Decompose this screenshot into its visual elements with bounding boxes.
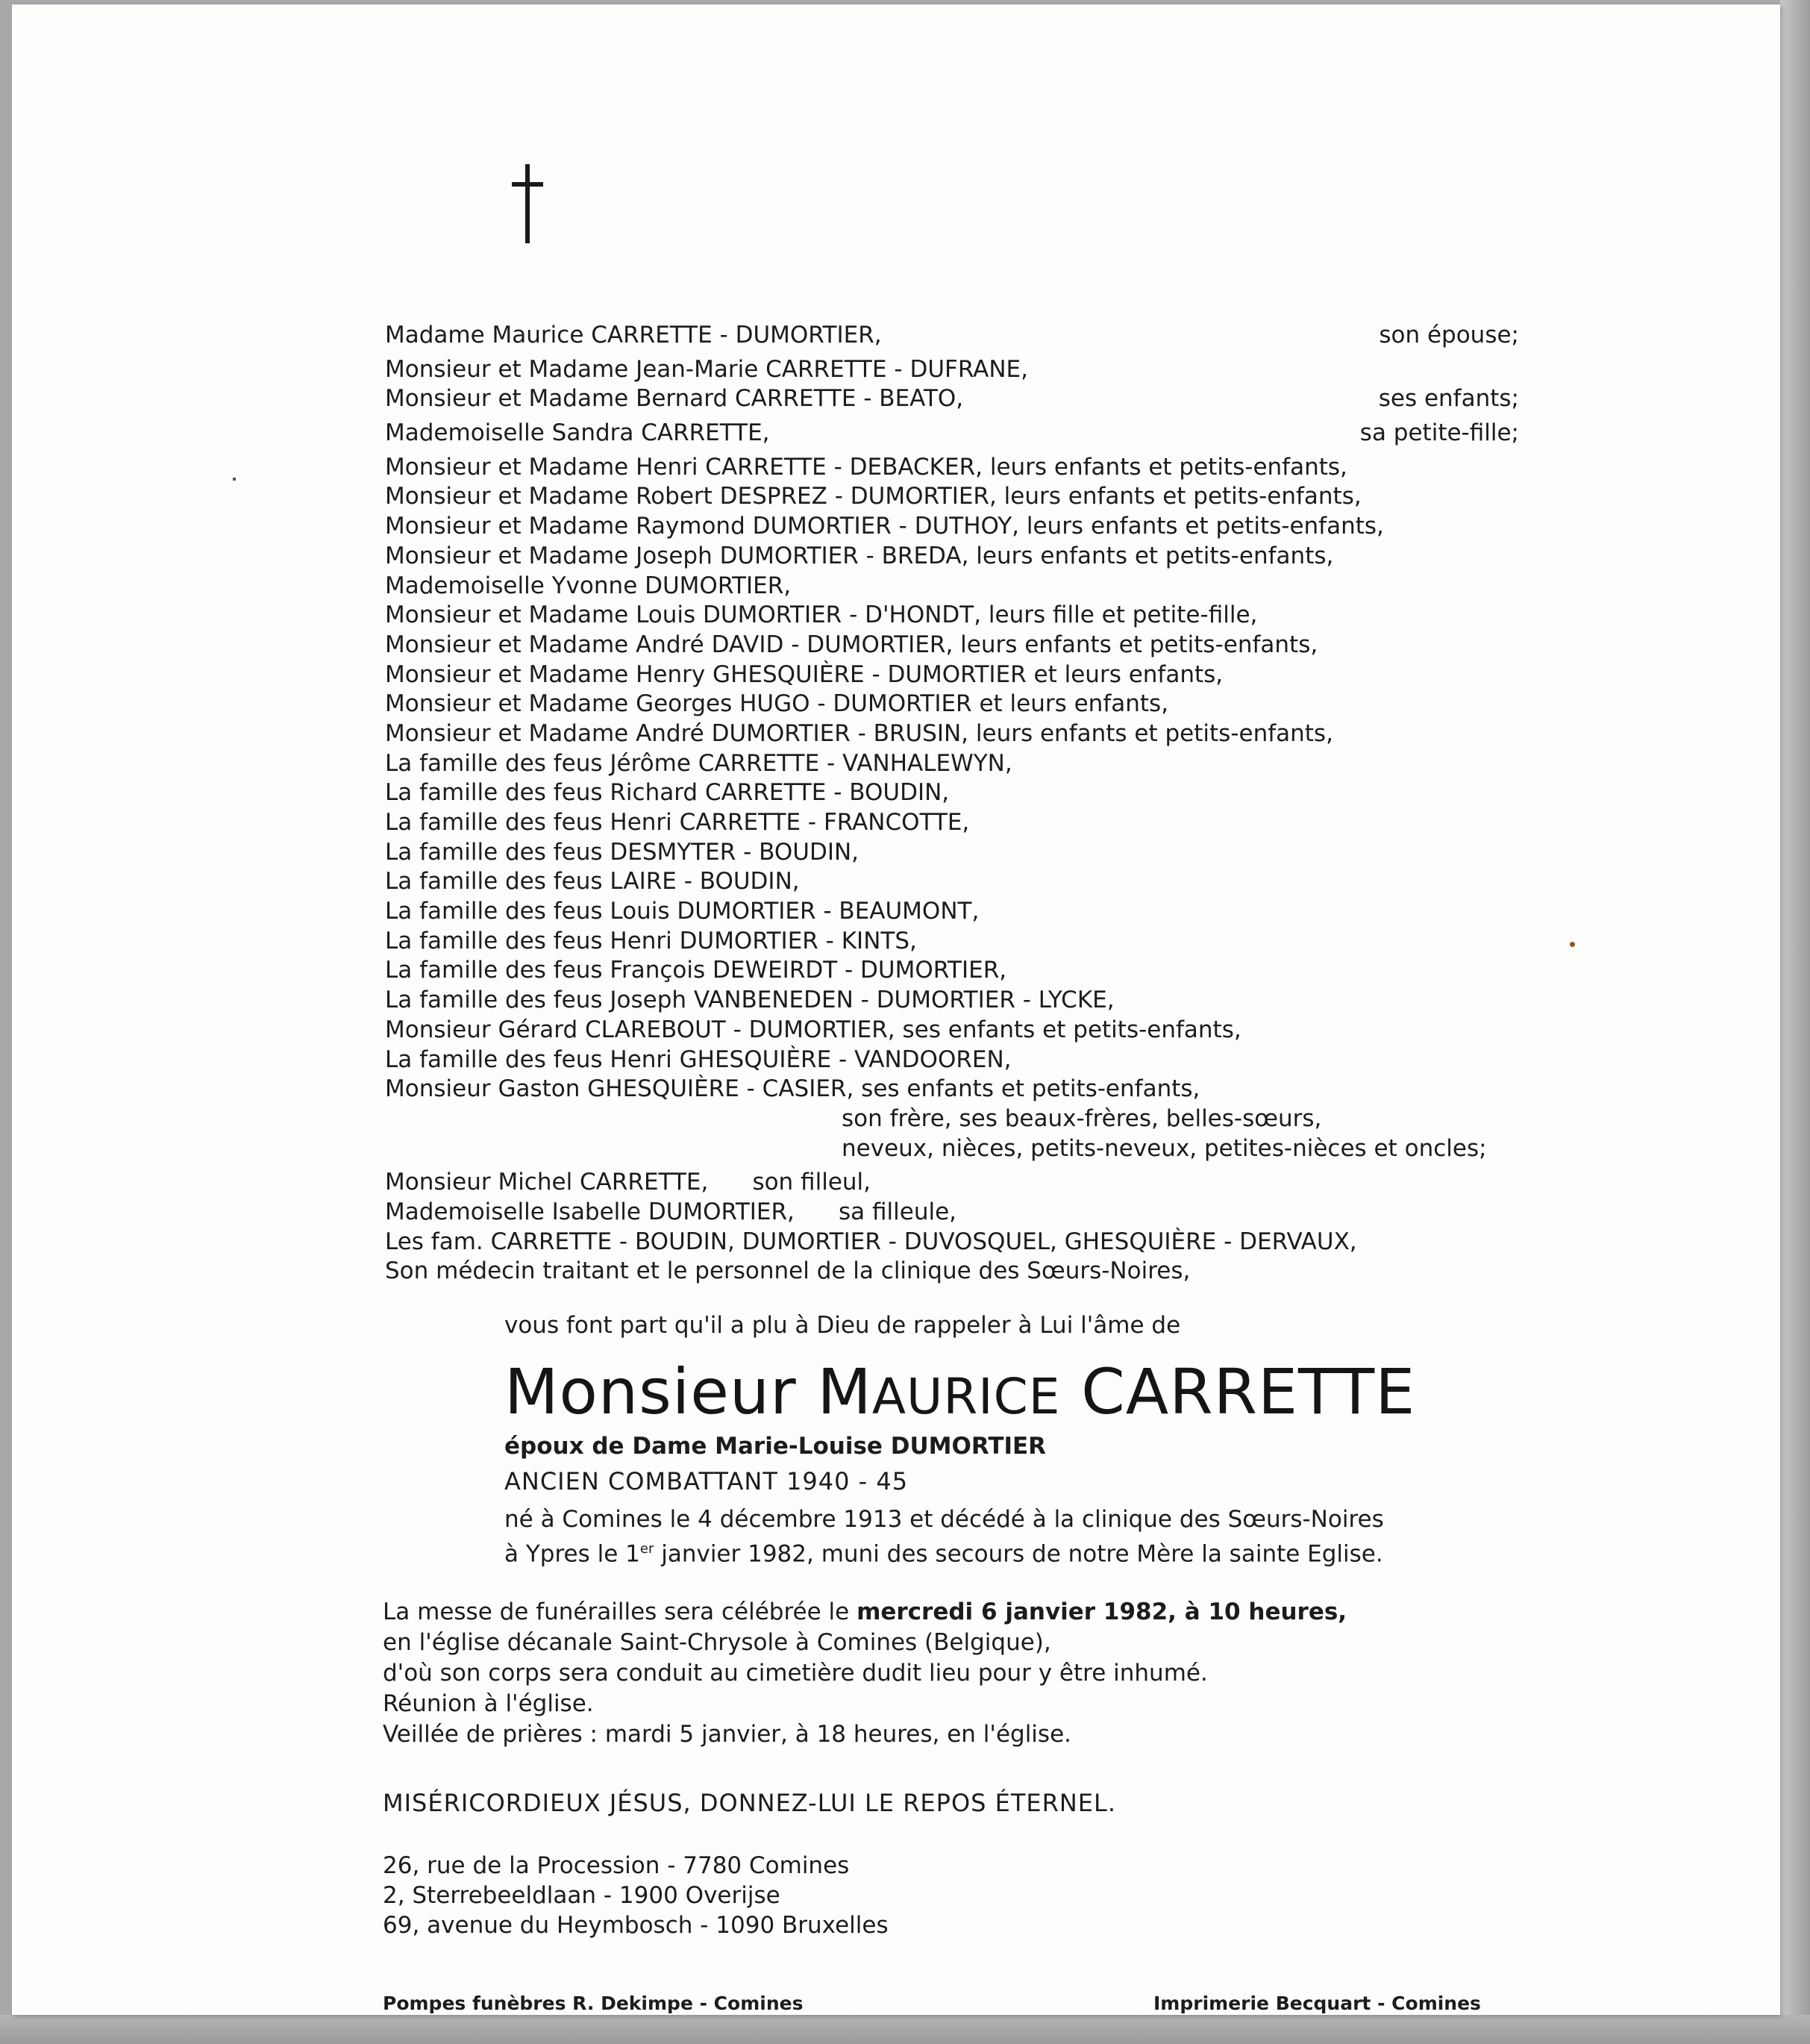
deceased-name <box>504 1355 1415 1428</box>
mourner-name: Madame Maurice CARRETTE - DUMORTIER, <box>385 322 882 349</box>
mourner-line <box>385 1228 1519 1257</box>
mourner-name: La famille des feus Louis DUMORTIER - BEAUMONT, <box>385 898 980 925</box>
mourner-name: Les fam. CARRETTE - BOUDIN, DUMORTIER - DUVOSQUEL, GHESQUIÈRE - DERVAUX, <box>385 1228 1357 1255</box>
mass-line-text: La messe de funérailles sera célébrée le <box>383 1598 857 1625</box>
mourner-line <box>385 1016 1519 1046</box>
mourner-name: La famille des feus LAIRE - BOUDIN, <box>385 868 800 896</box>
mourner-line <box>385 419 1519 449</box>
mourner-line <box>385 690 1519 719</box>
mourner-name: Monsieur et Madame Joseph DUMORTIER - BREDA, leurs enfants et petits-enfants, <box>385 542 1334 569</box>
mourner-name: La famille des feus Jérôme CARRETTE - VANHALEWYN, <box>385 749 1012 777</box>
mourner-name: Monsieur Gérard CLAREBOUT - DUMORTIER, ses enfants et petits-enfants, <box>385 1016 1241 1043</box>
scan-edge-bottom <box>0 2015 1810 2044</box>
mourner-name: Monsieur et Madame Louis DUMORTIER - D'HONDT, leurs fille et petite-fille, <box>385 601 1258 629</box>
funeral-details <box>383 1597 1347 1750</box>
mourner-line <box>385 631 1519 660</box>
mourner-line <box>385 1134 1519 1164</box>
mourner-name: La famille des feus Henri GHESQUIÈRE - VANDOOREN, <box>385 1046 1012 1073</box>
mourner-name: Son médecin traitant et le personnel de la clinique des Sœurs-Noires, <box>385 1257 1191 1285</box>
spouse-line: époux de Dame Marie-Louise DUMORTIER <box>504 1433 1047 1460</box>
announcement-intro: vous font part qu'il a plu à Dieu de rappeler à Lui l'âme de <box>504 1312 1181 1339</box>
birth-line: né à Comines le 4 décembre 1913 et décédé à la clinique des Sœurs-Noires <box>504 1506 1384 1533</box>
mourner-line <box>385 601 1519 631</box>
mourner-line <box>385 808 1519 838</box>
mourner-line <box>385 1168 1519 1198</box>
mourner-name: son frère, ses beaux-frères, belles-sœurs, <box>842 1104 1322 1132</box>
mourner-relation: son épouse; <box>1379 322 1519 349</box>
mourner-line <box>385 572 1519 601</box>
mourner-name: Mademoiselle Yvonne DUMORTIER, <box>385 572 792 599</box>
mourner-name: neveux, nièces, petits-neveux, petites-nièces et oncles; <box>842 1134 1487 1162</box>
mourner-name: La famille des feus Joseph VANBENEDEN - DUMORTIER - LYCKE, <box>385 987 1115 1014</box>
mourner-relation: ses enfants; <box>1378 385 1519 413</box>
mourner-name: Mademoiselle Sandra CARRETTE, <box>385 419 770 447</box>
mourner-line <box>385 867 1519 897</box>
mourner-name: Monsieur et Madame Henry GHESQUIÈRE - DUMORTIER et leurs enfants, <box>385 660 1224 688</box>
mourner-name: Monsieur et Madame Georges HUGO - DUMORTIER et leurs enfants, <box>385 690 1169 718</box>
mourner-line <box>385 927 1519 957</box>
mourner-line <box>385 355 1519 385</box>
address-block <box>383 1851 889 1940</box>
mourner-name: Monsieur et Madame André DAVID - DUMORTIER, leurs enfants et petits-enfants, <box>385 631 1318 658</box>
mourner-name: La famille des feus Richard CARRETTE - BOUDIN, <box>385 779 950 807</box>
deceased-surname: CARRETTE <box>1081 1355 1416 1428</box>
mourner-line <box>385 482 1519 512</box>
birth-death-lines <box>504 1504 1384 1569</box>
mourner-line <box>385 384 1519 414</box>
mourner-name: Monsieur Gaston GHESQUIÈRE - CASIER, ses enfants et petits-enfants, <box>385 1075 1200 1103</box>
deceased-first-rest: AURICE <box>871 1368 1061 1425</box>
deceased-title: Monsieur <box>504 1355 797 1428</box>
mourner-name: Monsieur Michel CARRETTE, son filleul, <box>385 1169 871 1196</box>
ordinal-sup: er <box>639 1541 654 1557</box>
paper-speck <box>1570 942 1575 947</box>
church-line: en l'église décanale Saint-Chrysole à Comines (Belgique), <box>383 1629 1051 1656</box>
mourner-line <box>385 719 1519 749</box>
mass-date: mercredi 6 janvier 1982, à 10 heures, <box>857 1598 1347 1625</box>
mourner-line <box>385 778 1519 808</box>
mourner-line <box>385 542 1519 572</box>
burial-line: d'où son corps sera conduit au cimetière dudit lieu pour y être inhumé. <box>383 1660 1208 1687</box>
mourner-name: Monsieur et Madame Bernard CARRETTE - BEATO, <box>385 385 964 413</box>
mourner-line <box>385 956 1519 986</box>
mourner-line <box>385 1046 1519 1075</box>
mourner-line <box>385 1257 1519 1287</box>
mourner-line <box>385 986 1519 1016</box>
death-line-start: à Ypres le 1 <box>504 1540 640 1568</box>
death-notice-card <box>12 4 1780 2015</box>
mourner-name: Monsieur et Madame Robert DESPREZ - DUMORTIER, leurs enfants et petits-enfants, <box>385 483 1362 510</box>
footer-printer: Imprimerie Becquart - Comines <box>1153 1993 1481 2014</box>
mourner-line <box>385 1104 1519 1134</box>
prayer-line: MISÉRICORDIEUX JÉSUS, DONNEZ-LUI LE REPOS ÉTERNEL. <box>383 1789 1116 1817</box>
mourner-name: La famille des feus François DEWEIRDT - DUMORTIER, <box>385 957 1007 984</box>
mourner-name: La famille des feus Henri DUMORTIER - KINTS, <box>385 927 917 954</box>
scan-edge-right <box>1780 0 1810 2044</box>
veteran-line: ANCIEN COMBATTANT 1940 - 45 <box>504 1467 909 1496</box>
mourner-line <box>385 660 1519 690</box>
death-line <box>504 1534 1384 1569</box>
mourner-line <box>385 1198 1519 1228</box>
mourners-list <box>385 321 1519 1287</box>
mourner-name: Mademoiselle Isabelle DUMORTIER, sa filleule, <box>385 1198 957 1225</box>
mourner-name: Monsieur et Madame Raymond DUMORTIER - DUTHOY, leurs enfants et petits-enfants, <box>385 513 1384 540</box>
mourner-line <box>385 838 1519 868</box>
address-line: 69, avenue du Heymbosch - 1090 Bruxelles <box>383 1912 889 1939</box>
cross-icon <box>512 164 543 243</box>
mourner-line <box>385 453 1519 483</box>
mourner-name: Monsieur et Madame André DUMORTIER - BRUSIN, leurs enfants et petits-enfants, <box>385 719 1333 747</box>
mourner-line <box>385 897 1519 927</box>
deceased-first-initial: M <box>817 1355 872 1428</box>
address-line: 26, rue de la Procession - 7780 Comines <box>383 1852 850 1879</box>
paper-speck <box>233 478 236 481</box>
mass-line <box>383 1597 1347 1628</box>
mourner-line <box>385 512 1519 542</box>
meeting-line: Réunion à l'église. <box>383 1690 594 1717</box>
mourner-line <box>385 749 1519 779</box>
footer-funeral-home: Pompes funèbres R. Dekimpe - Comines <box>383 1993 804 2014</box>
mourner-name: Monsieur et Madame Henri CARRETTE - DEBACKER, leurs enfants et petits-enfants, <box>385 453 1347 481</box>
mourner-line <box>385 1075 1519 1104</box>
mourner-line <box>385 321 1519 351</box>
vigil-line: Veillée de prières : mardi 5 janvier, à 18 heures, en l'église. <box>383 1721 1071 1748</box>
mourner-name: Monsieur et Madame Jean-Marie CARRETTE - DUFRANE, <box>385 355 1028 383</box>
death-line-end: janvier 1982, muni des secours de notre Mère la sainte Eglise. <box>654 1540 1383 1568</box>
mourner-name: La famille des feus DESMYTER - BOUDIN, <box>385 838 859 866</box>
address-line: 2, Sterrebeeldlaan - 1900 Overijse <box>383 1882 780 1909</box>
mourner-relation: sa petite-fille; <box>1359 419 1519 447</box>
mourner-name: La famille des feus Henri CARRETTE - FRANCOTTE, <box>385 809 970 836</box>
